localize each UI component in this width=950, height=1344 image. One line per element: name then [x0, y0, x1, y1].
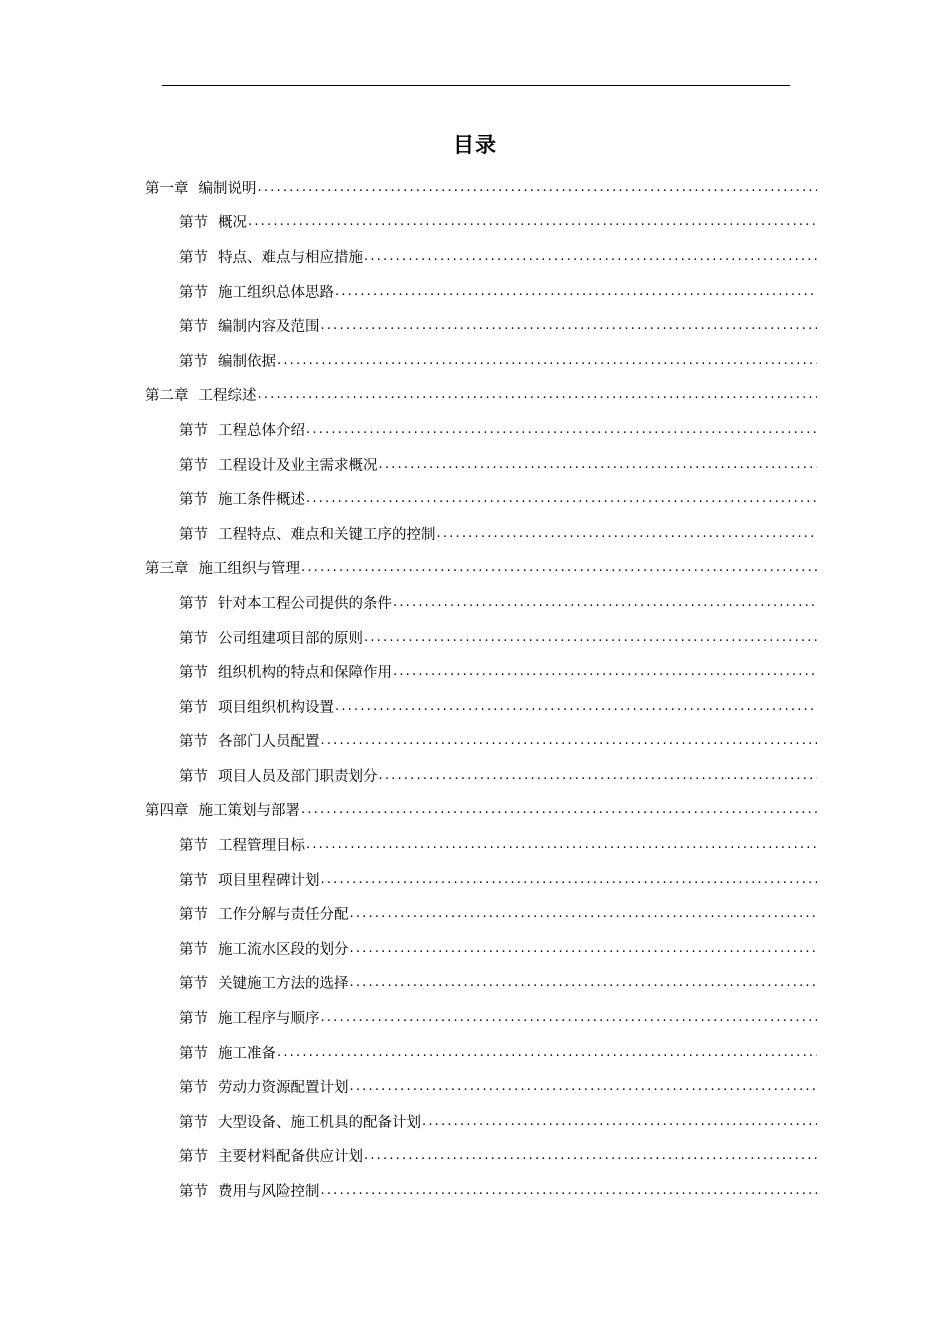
- toc-entry-number: 第节: [179, 976, 208, 993]
- toc-entry-title: 施工流水区段的划分: [218, 941, 349, 958]
- toc-entry-number: 第节: [179, 215, 208, 232]
- toc-section-entry[interactable]: [145, 724, 817, 759]
- toc-entry-title: 工程综述: [198, 388, 257, 405]
- toc-entry-title: 施工组织总体思路: [218, 284, 334, 301]
- toc-section-entry[interactable]: [145, 447, 817, 482]
- toc-section-entry[interactable]: [145, 931, 817, 966]
- toc-entry-title: 编制依据: [218, 353, 276, 370]
- toc-entry-title: 概况: [218, 215, 247, 232]
- toc-section-entry[interactable]: [145, 1173, 817, 1208]
- toc-entry-title: 工程管理目标: [218, 838, 305, 855]
- toc-dot-leader: [335, 285, 817, 298]
- toc-dot-leader: [258, 181, 818, 194]
- toc-dot-leader: [393, 665, 817, 678]
- toc-entry-number: 第节: [179, 492, 208, 509]
- toc-dot-leader: [306, 838, 817, 851]
- toc-section-entry[interactable]: [145, 308, 817, 343]
- toc-entry-number: 第节: [179, 319, 208, 336]
- toc-entry-number: 第三章: [145, 561, 189, 578]
- toc-entry-title: 工作分解与责任分配: [218, 907, 349, 924]
- toc-dot-leader: [301, 561, 817, 574]
- toc-entry-number: 第节: [179, 1149, 208, 1166]
- toc-section-entry[interactable]: [145, 1104, 817, 1139]
- toc-chapter-entry[interactable]: [145, 378, 817, 413]
- toc-entry-title: 项目里程碑计划: [218, 872, 320, 889]
- toc-dot-leader: [277, 1046, 817, 1059]
- toc-dot-leader: [335, 700, 817, 713]
- toc-section-entry[interactable]: [145, 1000, 817, 1035]
- toc-dot-leader: [364, 631, 817, 644]
- toc-section-entry[interactable]: [145, 412, 817, 447]
- toc-entry-title: 施工条件概述: [218, 492, 305, 509]
- toc-dot-leader: [350, 976, 818, 989]
- toc-entry-title: 工程总体介绍: [218, 422, 305, 439]
- toc-section-entry[interactable]: [145, 689, 817, 724]
- toc-entry-title: 编制说明: [198, 180, 257, 197]
- toc-entry-title: 项目人员及部门职责划分: [218, 768, 378, 785]
- toc-entry-number: 第节: [179, 630, 208, 647]
- toc-entry-title: 各部门人员配置: [218, 734, 320, 751]
- toc-dot-leader: [437, 527, 818, 540]
- toc-dot-leader: [364, 250, 817, 263]
- toc-entry-number: 第节: [179, 872, 208, 889]
- toc-entry-number: 第节: [179, 1080, 208, 1097]
- toc-entry-title: 针对本工程公司提供的条件: [218, 595, 392, 612]
- toc-dot-leader: [350, 907, 818, 920]
- toc-entry-title: 特点、难点与相应措施: [218, 249, 363, 266]
- toc-section-entry[interactable]: [145, 827, 817, 862]
- toc-dot-leader: [277, 354, 817, 367]
- toc-section-entry[interactable]: [145, 966, 817, 1001]
- toc-entry-title: 施工准备: [218, 1045, 276, 1062]
- toc-entry-title: 关键施工方法的选择: [218, 976, 349, 993]
- toc-entry-number: 第节: [179, 249, 208, 266]
- toc-section-entry[interactable]: [145, 896, 817, 931]
- toc-section-entry[interactable]: [145, 1035, 817, 1070]
- toc-dot-leader: [321, 319, 818, 332]
- toc-entry-title: 组织机构的特点和保障作用: [218, 665, 392, 682]
- toc-dot-leader: [393, 596, 817, 609]
- toc-dot-leader: [321, 734, 818, 747]
- toc-entry-title: 工程设计及业主需求概况: [218, 457, 378, 474]
- toc-entry-title: 费用与风险控制: [218, 1184, 320, 1201]
- table-of-contents: [145, 170, 817, 1208]
- toc-chapter-entry[interactable]: [145, 170, 817, 205]
- toc-entry-title: 大型设备、施工机具的配备计划: [218, 1114, 421, 1131]
- toc-dot-leader: [306, 423, 817, 436]
- toc-dot-leader: [321, 1011, 818, 1024]
- toc-entry-title: 施工程序与顺序: [218, 1011, 320, 1028]
- toc-dot-leader: [350, 1080, 818, 1093]
- toc-section-entry[interactable]: [145, 862, 817, 897]
- toc-entry-title: 工程特点、难点和关键工序的控制: [218, 526, 436, 543]
- toc-dot-leader: [379, 769, 818, 782]
- toc-dot-leader: [321, 873, 818, 886]
- toc-entry-number: 第节: [179, 422, 208, 439]
- toc-entry-number: 第节: [179, 907, 208, 924]
- toc-dot-leader: [364, 1149, 817, 1162]
- toc-section-entry[interactable]: [145, 343, 817, 378]
- toc-entry-number: 第节: [179, 526, 208, 543]
- toc-section-entry[interactable]: [145, 239, 817, 274]
- toc-entry-number: 第一章: [145, 180, 189, 197]
- toc-section-entry[interactable]: [145, 1069, 817, 1104]
- toc-section-entry[interactable]: [145, 1139, 817, 1174]
- toc-dot-leader: [258, 388, 818, 401]
- toc-entry-title: 主要材料配备供应计划: [218, 1149, 363, 1166]
- toc-dot-leader: [379, 458, 818, 471]
- toc-entry-number: 第节: [179, 838, 208, 855]
- toc-dot-leader: [422, 1115, 817, 1128]
- toc-entry-title: 施工组织与管理: [198, 561, 300, 578]
- toc-entry-number: 第节: [179, 699, 208, 716]
- toc-section-entry[interactable]: [145, 274, 817, 309]
- toc-dot-leader: [248, 215, 817, 228]
- toc-entry-number: 第节: [179, 284, 208, 301]
- toc-entry-number: 第节: [179, 595, 208, 612]
- toc-entry-number: 第节: [179, 734, 208, 751]
- toc-entry-number: 第节: [179, 353, 208, 370]
- toc-dot-leader: [306, 492, 817, 505]
- toc-entry-title: 劳动力资源配置计划: [218, 1080, 349, 1097]
- toc-section-entry[interactable]: [145, 620, 817, 655]
- toc-entry-number: 第节: [179, 457, 208, 474]
- toc-section-entry[interactable]: [145, 585, 817, 620]
- toc-dot-leader: [301, 803, 817, 816]
- toc-section-entry[interactable]: [145, 481, 817, 516]
- toc-entry-number: 第二章: [145, 388, 189, 405]
- toc-title: 目录: [453, 133, 497, 157]
- toc-dot-leader: [321, 1184, 818, 1197]
- toc-entry-number: 第节: [179, 665, 208, 682]
- toc-entry-number: 第节: [179, 1114, 208, 1131]
- toc-section-entry[interactable]: [145, 205, 817, 240]
- toc-entry-number: 第节: [179, 1011, 208, 1028]
- toc-section-entry[interactable]: [145, 758, 817, 793]
- toc-chapter-entry[interactable]: [145, 793, 817, 828]
- toc-entry-number: 第节: [179, 768, 208, 785]
- toc-entry-number: 第节: [179, 1045, 208, 1062]
- toc-chapter-entry[interactable]: [145, 551, 817, 586]
- toc-entry-title: 编制内容及范围: [218, 319, 320, 336]
- toc-dot-leader: [350, 942, 818, 955]
- toc-entry-number: 第节: [179, 1184, 208, 1201]
- toc-entry-title: 公司组建项目部的原则: [218, 630, 363, 647]
- toc-entry-number: 第四章: [145, 803, 189, 820]
- toc-entry-title: 项目组织机构设置: [218, 699, 334, 716]
- toc-section-entry[interactable]: [145, 516, 817, 551]
- toc-entry-title: 施工策划与部署: [198, 803, 300, 820]
- header-rule: [162, 85, 790, 86]
- toc-section-entry[interactable]: [145, 654, 817, 689]
- toc-entry-number: 第节: [179, 941, 208, 958]
